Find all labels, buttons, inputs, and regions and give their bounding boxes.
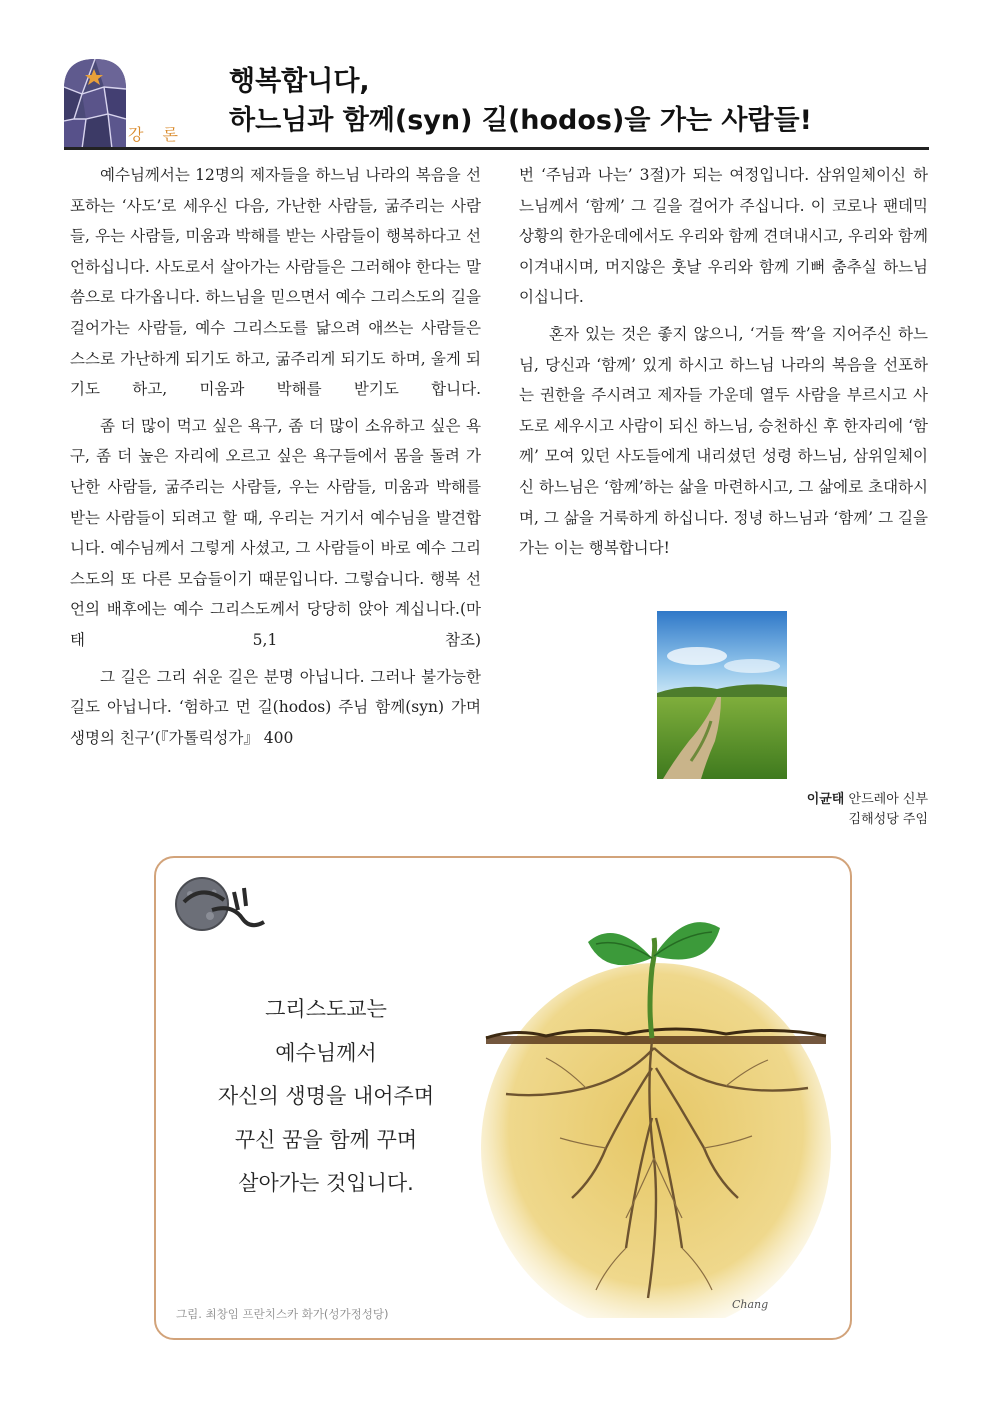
artist-signature: Chang [732, 1298, 769, 1311]
page-title [229, 62, 812, 140]
author-role: 안드레아 신부 [848, 792, 928, 807]
quote-line: 자신의 생명을 내어주며 [217, 1084, 435, 1108]
paragraph: 번 ‘주님과 나는’ 3절)가 되는 여정입니다. 삼위일체이신 하느님께서 ‘함께’ 그 길을 걸어가 주십니다. 이 코로나 팬데믹 상황의 한가운데에서도 우리와 함께 견뎌내시고, 우리와 함께 이겨내시며, 머지않은 훗날 우리와 함께 기뻐 춤추실 하느님이십니다. [519, 166, 928, 307]
country-path-photo [657, 611, 787, 779]
article-column-right [519, 160, 928, 570]
paragraph: 예수님께서는 12명의 제자들을 하느님 나라의 복음을 선포하는 ‘사도’로 세우신 다음, 가난한 사람들, 굶주리는 사람들, 우는 사람들, 미움과 박해를 받는 사람들이 행복하다고 선언하십니다. 사도로서 살아가는 사람들은 그러해야 한다는 말씀으로 다가옵니다. 하느님을 믿으면서 예수 그리스도의 길을 걸어가는 사람들, 예수 그리스도를 닮으려 애쓰는 사람들은 스스로 가난하게 되기도 하고, 굶주리게 되기도 하며, 울게 되기도 하고, 미움과 박해를 받기도 합니다. [70, 166, 481, 399]
illustration-card [154, 856, 852, 1340]
title-line-1: 행복합니다, [229, 66, 370, 97]
stained-glass-logo [64, 59, 126, 149]
author-parish: 김해성당 주임 [848, 812, 928, 827]
quote-line: 예수님께서 [275, 1040, 377, 1065]
paragraph: 그 길은 그리 쉬운 길은 분명 아닙니다. 그러나 불가능한 길도 아닙니다. ‘험하고 먼 길(hodos) 주님 함께(syn) 가며 생명의 친구’(『가톨릭성가』 400 [70, 667, 481, 747]
author-line [700, 790, 928, 810]
paragraph: 좀 더 많이 먹고 싶은 욕구, 좀 더 많이 소유하고 싶은 욕구, 좀 더 높은 자리에 오르고 싶은 욕구들에서 몸을 돌려 가난한 사람들, 굶주리는 사람들, 우는 사람들, 미움과 박해를 받는 사람들이 되려고 할 때, 우리는 거기서 예수님을 발견합니다. 예수님께서 그렇게 사셨고, 그 사람들이 바로 예수 그리스도의 또 다른 모습들이기 때문입니다. 그렇습니다. 행복 선언의 배후에는 예수 그리스도께서 당당히 앉아 계십니다.(마태 5,1 참조) [70, 416, 481, 649]
stamp-logo [172, 870, 272, 942]
paragraph: 혼자 있는 것은 좋지 않으니, ‘거들 짝’을 지어주신 하느님, 당신과 ‘함께’ 있게 하시고 하느님 나라의 복음을 선포하는 권한을 주시려고 제자들 가운데 열두 사람을 부르시고 사도로 세우시고 사람이 되신 하느님, 승천하신 후 한자리에 ‘함께’ 모여 있던 사도들에게 내리셨던 성령 하느님, 삼위일체이신 하느님은 ‘함께’하는 삶을 마련하시고, 그 삶에로 초대하시며, 그 삶을 거룩하게 하십니다. 정녕 하느님과 ‘함께’ 그 길을 가는 이는 행복합니다! [519, 324, 928, 558]
article-column-left [70, 160, 481, 759]
quote-line: 살아가는 것입니다. [238, 1171, 414, 1195]
author-byline [700, 790, 928, 830]
section-tag: 강 론 [128, 125, 185, 144]
author-name: 이균태 [806, 792, 845, 807]
quote-line: 그리스도교는 [265, 997, 387, 1021]
quote-line: 꾸신 꿈을 함께 꾸며 [234, 1127, 418, 1152]
title-line-2: 하느님과 함께(syn) 길(hodos)을 가는 사람들! [229, 105, 812, 136]
illustration-credit: 그림. 최창임 프란치스카 화가(성가정성당) [176, 1307, 389, 1321]
sprout-roots-illustration [476, 898, 836, 1318]
title-divider [64, 147, 929, 150]
quote-text [176, 988, 476, 1206]
